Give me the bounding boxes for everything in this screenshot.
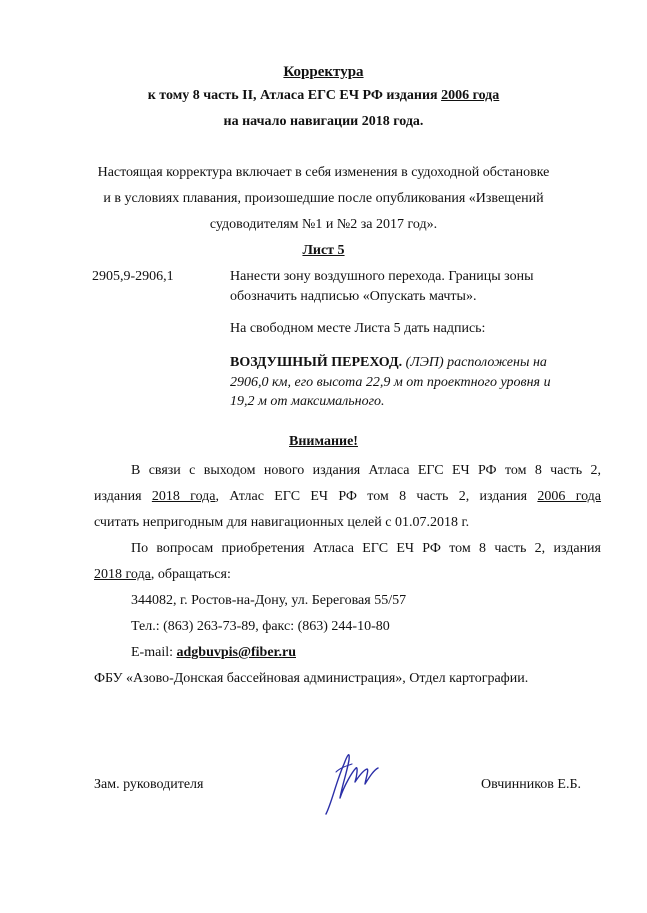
organization-line: ФБУ «Азово-Донская бассейновая администрация», Отдел картографии. (94, 671, 529, 686)
contact-email-line (131, 645, 296, 661)
handwritten-signature (322, 742, 384, 818)
document-title: Корректура (283, 64, 364, 80)
title-navigation-line: на начало навигации 2018 года. (223, 114, 424, 129)
signature-position: Зам. руководителя (94, 777, 204, 792)
sheet-instruction-1: Нанести зону воздушного перехода. Границы зоны (230, 269, 534, 284)
intro-line-3: судоводителям №1 и №2 за 2017 год». (209, 217, 438, 232)
contact-email-label: E-mail: (131, 645, 177, 660)
inscription-line-2: 2906,0 км, его высота 22,9 м от проектного уровня и (230, 375, 551, 390)
inscription-line-3: 19,2 м от максимального. (230, 394, 385, 409)
attention-p1-line-2 (94, 489, 601, 505)
attention-p2-line-2 (94, 567, 231, 583)
attention-p1-text-a: издания (94, 489, 152, 504)
sheet-title: Лист 5 (302, 243, 345, 258)
attention-p2-line-1: По вопросам приобретения Атласа ЕГС ЕЧ РФ том 8 часть 2, издания (131, 541, 601, 556)
attention-p1-year-new: 2018 года (151, 489, 216, 504)
attention-p2-year: 2018 года (94, 567, 151, 582)
contact-email-link[interactable]: adgbuvpis@fiber.ru (176, 645, 296, 660)
attention-p1-line-1: В связи с выходом нового издания Атласа ЕГС ЕЧ РФ том 8 часть 2, (131, 463, 601, 478)
attention-p1-text-c: , Атлас ЕГС ЕЧ РФ том 8 часть 2, издания (215, 489, 538, 504)
sheet-instruction-2: обозначить надписью «Опускать мачты». (230, 289, 477, 304)
inscription-heading: ВОЗДУШНЫЙ ПЕРЕХОД. (230, 355, 403, 370)
title-subline (0, 88, 647, 104)
intro-line-1: Настоящая корректура включает в себя изменения в судоходной обстановке (97, 165, 550, 180)
attention-p1-year-old: 2006 года (537, 489, 602, 504)
signatory-name: Овчинников Е.Б. (481, 777, 581, 792)
inscription-line-1 (230, 355, 547, 371)
inscription-text-1: (ЛЭП) расположены на (402, 355, 547, 370)
intro-line-2: и в условиях плавания, произошедшие после опубликования «Извещений (103, 191, 544, 206)
contact-phone: Тел.: (863) 263-73-89, факс: (863) 244-10-80 (131, 619, 390, 634)
attention-p1-line-3: считать непригодным для навигационных целей с 01.07.2018 г. (94, 515, 470, 530)
sheet-range: 2905,9-2906,1 (92, 269, 174, 284)
attention-p2-text: , обращаться: (150, 567, 231, 582)
title-subline-text: к тому 8 часть II, Атласа ЕГС ЕЧ РФ издания (147, 88, 442, 103)
sheet-free-place: На свободном месте Листа 5 дать надпись: (230, 321, 486, 336)
contact-address: 344082, г. Ростов-на-Дону, ул. Береговая 55/57 (131, 593, 407, 608)
title-subline-year: 2006 года (441, 88, 500, 103)
attention-title: Внимание! (289, 434, 358, 449)
